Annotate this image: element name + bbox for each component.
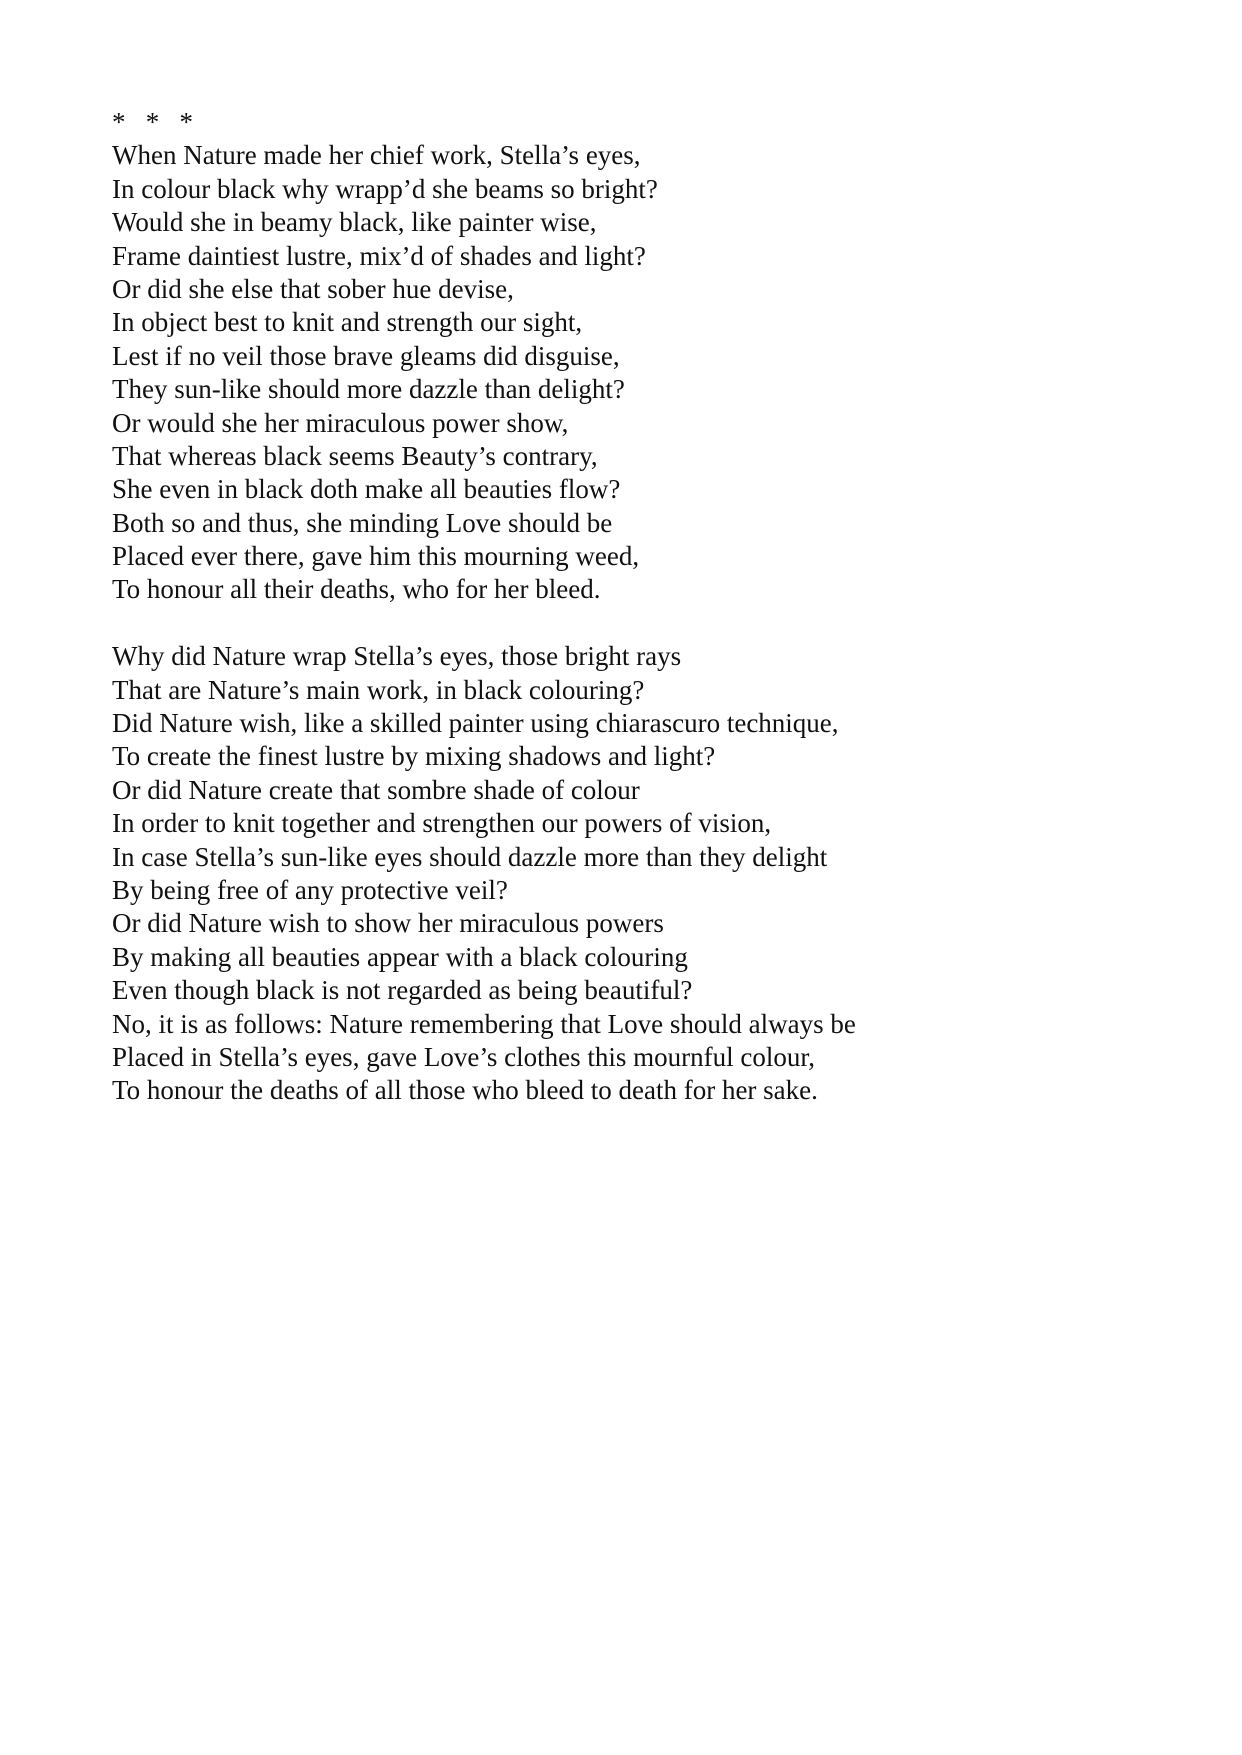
modern-line: Did Nature wish, like a skilled painter using chiarascuro technique, <box>112 708 839 739</box>
poem-line: Placed ever there, gave him this mourning weed, <box>112 541 640 572</box>
page-content <box>112 106 1132 1108</box>
modern-line: To honour the deaths of all those who bleed to death for her sake. <box>112 1075 818 1106</box>
poem-line: Or would she her miraculous power show, <box>112 407 569 438</box>
modern-version <box>112 640 1132 1107</box>
modern-line: In order to knit together and strengthen our powers of vision, <box>112 808 772 839</box>
modern-line: Even though black is not regarded as being beautiful? <box>112 975 693 1006</box>
poem-line: Would she in beamy black, like painter wise, <box>112 207 597 238</box>
modern-line: By being free of any protective veil? <box>112 874 508 905</box>
section-separator: * * * <box>112 107 193 137</box>
poem-line: In object best to knit and strength our sight, <box>112 307 583 338</box>
modern-line: No, it is as follows: Nature remembering that Love should always be <box>112 1008 856 1039</box>
original-poem <box>112 139 1132 606</box>
modern-line: Or did Nature create that sombre shade of colour <box>112 774 640 805</box>
poem-line: That whereas black seems Beauty’s contrary, <box>112 440 598 471</box>
poem-line: She even in black doth make all beauties flow? <box>112 474 621 505</box>
poem-line: When Nature made her chief work, Stella’s eyes, <box>112 140 641 171</box>
poem-line: Or did she else that sober hue devise, <box>112 273 514 304</box>
poem-line: They sun-like should more dazzle than delight? <box>112 374 625 405</box>
stanza-gap <box>112 607 1132 640</box>
modern-line: Placed in Stella’s eyes, gave Love’s clothes this mournful colour, <box>112 1041 816 1072</box>
poem-line: Both so and thus, she minding Love should be <box>112 507 613 538</box>
poem-line: To honour all their deaths, who for her bleed. <box>112 574 601 605</box>
modern-line: Or did Nature wish to show her miraculous powers <box>112 908 664 939</box>
poem-line: In colour black why wrapp’d she beams so bright? <box>112 173 658 204</box>
modern-line: Why did Nature wrap Stella’s eyes, those bright rays <box>112 641 682 672</box>
modern-line: To create the finest lustre by mixing shadows and light? <box>112 741 716 772</box>
poem-line: Lest if no veil those brave gleams did disguise, <box>112 340 620 371</box>
modern-line: By making all beauties appear with a black colouring <box>112 941 688 972</box>
poem-line: Frame daintiest lustre, mix’d of shades and light? <box>112 240 646 271</box>
modern-line: In case Stella’s sun-like eyes should dazzle more than they delight <box>112 841 828 872</box>
modern-line: That are Nature’s main work, in black colouring? <box>112 674 645 705</box>
